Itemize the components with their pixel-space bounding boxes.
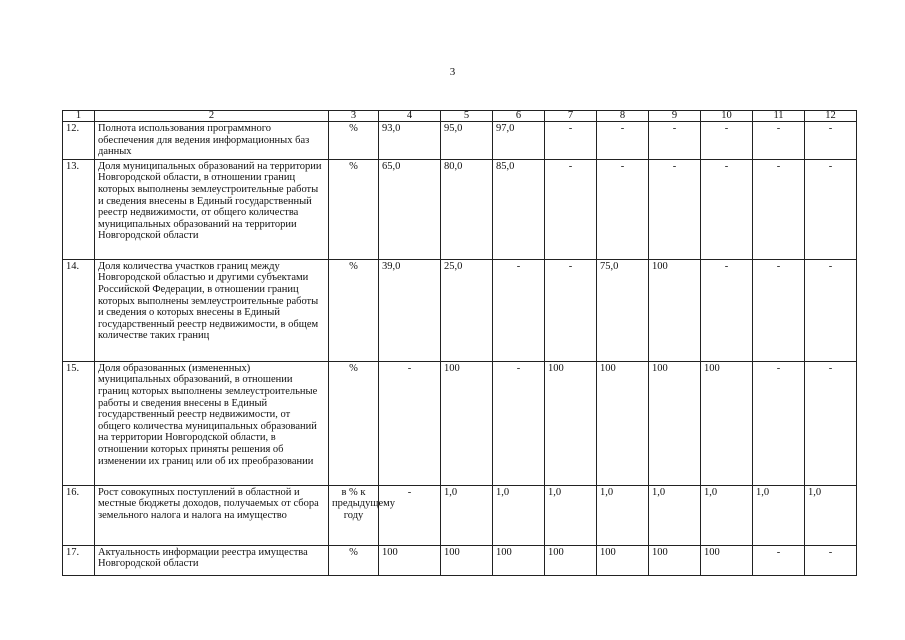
value-cell: 100 [597,545,649,575]
value-cell: - [379,485,441,545]
value-cell: - [753,545,805,575]
value-cell: - [701,159,753,259]
row-number: 14. [63,259,95,361]
value-cell: 100 [441,361,493,485]
value-cell: - [701,122,753,160]
value-cell: 80,0 [441,159,493,259]
indicator-name: Актуальность информации реестра имущества Новгородской области [95,545,329,575]
value-cell: - [805,361,857,485]
value-cell: 39,0 [379,259,441,361]
value-cell: 1,0 [545,485,597,545]
column-header: 1 [63,111,95,122]
value-cell: 100 [379,545,441,575]
value-cell: 100 [701,361,753,485]
indicator-name: Доля муниципальных образований на территории Новгородской области, в отношении границ которых выполнены землеустроительные работы и сведения внесены в Единый государственный реестр недвижимости, от общего количества муниципальных образований на территории Новгородской области [95,159,329,259]
value-cell: 85,0 [493,159,545,259]
table-row [63,122,857,160]
value-cell: - [805,122,857,160]
row-number: 12. [63,122,95,160]
value-cell: - [379,361,441,485]
table-row [63,545,857,575]
value-cell: 95,0 [441,122,493,160]
value-cell: 25,0 [441,259,493,361]
indicator-name: Рост совокупных поступлений в областной и местные бюджеты доходов, получаемых от сбора земельного налога и налога на имущество [95,485,329,545]
value-cell: 100 [545,545,597,575]
row-number: 16. [63,485,95,545]
row-number: 13. [63,159,95,259]
value-cell: - [649,122,701,160]
value-cell: 93,0 [379,122,441,160]
column-header: 6 [493,111,545,122]
value-cell: 1,0 [493,485,545,545]
value-cell: - [545,159,597,259]
value-cell: - [597,122,649,160]
row-number: 17. [63,545,95,575]
indicator-name: Доля количества участков границ между Новгородской областью и другими субъектами Российской Федерации, в отношении границ которых выполнены землеустроительные работы и сведения о которых внесены в Единый государственный реестр недвижимости, в общем количестве таких границ [95,259,329,361]
value-cell: - [753,361,805,485]
header-row [63,111,857,122]
value-cell: 1,0 [805,485,857,545]
value-cell: 1,0 [753,485,805,545]
value-cell: 100 [597,361,649,485]
value-cell: 100 [701,545,753,575]
value-cell: - [597,159,649,259]
unit-cell: % [329,259,379,361]
indicator-name: Полнота использования программного обеспечения для ведения информационных баз данных [95,122,329,160]
indicator-name: Доля образованных (измененных) муниципальных образований, в отношении границ которых выполнены землеустроительные работы и сведения внесены в Единый государственный реестр недвижимости, от общего количества муниципальных образований на территории Новгородской области, в отношении которых приняты решения об изменении их границ или об их преобразовании [95,361,329,485]
value-cell: - [753,259,805,361]
column-header: 2 [95,111,329,122]
value-cell: - [649,159,701,259]
value-cell: 100 [649,259,701,361]
column-header: 3 [329,111,379,122]
indicators-table [62,110,857,576]
value-cell: - [545,259,597,361]
table-row [63,259,857,361]
column-header: 5 [441,111,493,122]
column-header: 4 [379,111,441,122]
column-header: 12 [805,111,857,122]
value-cell: - [805,259,857,361]
value-cell: - [545,122,597,160]
value-cell: 1,0 [441,485,493,545]
column-header: 10 [701,111,753,122]
column-header: 9 [649,111,701,122]
column-header: 7 [545,111,597,122]
value-cell: 100 [545,361,597,485]
table-row [63,485,857,545]
page-number: 3 [449,66,456,78]
value-cell: 75,0 [597,259,649,361]
unit-cell: % [329,361,379,485]
value-cell: - [805,545,857,575]
value-cell: - [753,122,805,160]
unit-cell: % [329,159,379,259]
value-cell: 100 [649,545,701,575]
value-cell: 65,0 [379,159,441,259]
value-cell: 1,0 [701,485,753,545]
unit-cell: % [329,122,379,160]
value-cell: 1,0 [597,485,649,545]
value-cell: 100 [493,545,545,575]
table-row [63,159,857,259]
value-cell: - [805,159,857,259]
table-row [63,361,857,485]
unit-cell: % [329,545,379,575]
value-cell: - [701,259,753,361]
value-cell: - [493,361,545,485]
value-cell: - [493,259,545,361]
row-number: 15. [63,361,95,485]
value-cell: 100 [441,545,493,575]
value-cell: 100 [649,361,701,485]
column-header: 8 [597,111,649,122]
value-cell: 1,0 [649,485,701,545]
unit-cell: в % к предыдущему году [329,485,379,545]
value-cell: 97,0 [493,122,545,160]
column-header: 11 [753,111,805,122]
value-cell: - [753,159,805,259]
